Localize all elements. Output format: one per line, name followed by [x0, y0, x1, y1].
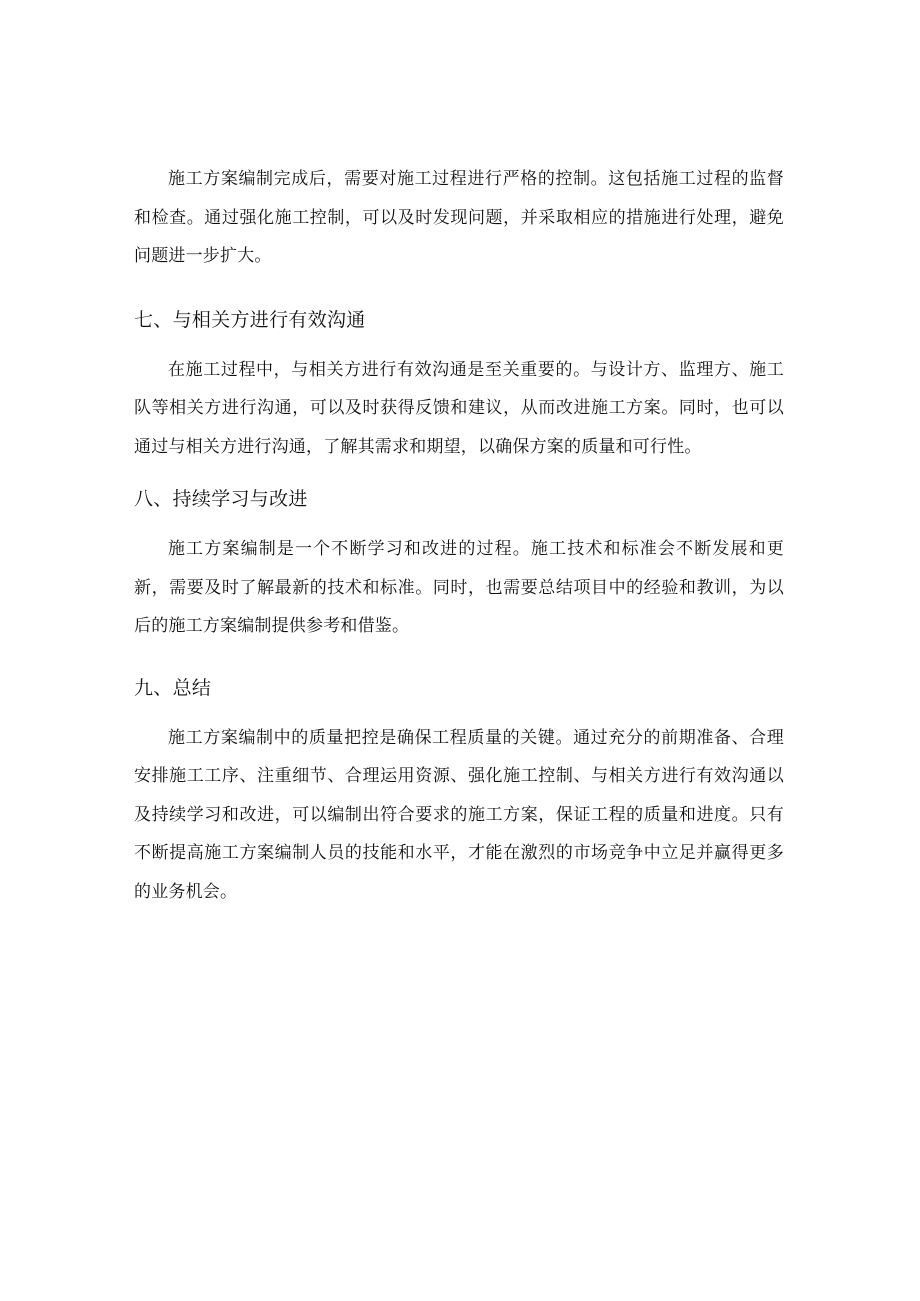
document-body	[134, 160, 784, 911]
section-heading-continuous-learning: 八、持续学习与改进	[134, 488, 308, 510]
section-heading-communication: 七、与相关方进行有效沟通	[134, 308, 366, 331]
section-paragraph-summary: 施工方案编制中的质量把控是确保工程质量的关键。通过充分的前期准备、合理安排施工工序、注重细节、合理运用资源、强化施工控制、与相关方进行有效沟通以及持续学习和改进，可以编制出符合要求的施工方案，保证工程的质量和进度。只有不断提高施工方案编制人员的技能和水平，才能在激烈的市场竞争中立足并赢得更多的业务机会。	[134, 727, 784, 902]
section-paragraph-communication: 在施工过程中，与相关方进行有效沟通是至关重要的。与设计方、监理方、施工队等相关方进行沟通，可以及时获得反馈和建议，从而改进施工方案。同时，也可以通过与相关方进行沟通，了解其需求和期望，以确保方案的质量和可行性。	[134, 359, 784, 457]
section-paragraph-continuous-learning: 施工方案编制是一个不断学习和改进的过程。施工技术和标准会不断发展和更新，需要及时了解最新的技术和标准。同时，也需要总结项目中的经验和教训，为以后的施工方案编制提供参考和借鉴。	[134, 539, 784, 636]
section-heading-summary: 九、总结	[134, 676, 212, 699]
intro-paragraph: 施工方案编制完成后，需要对施工过程进行严格的控制。这包括施工过程的监督和检查。通过强化施工控制，可以及时发现问题，并采取相应的措施进行处理，避免问题进一步扩大。	[134, 169, 784, 266]
